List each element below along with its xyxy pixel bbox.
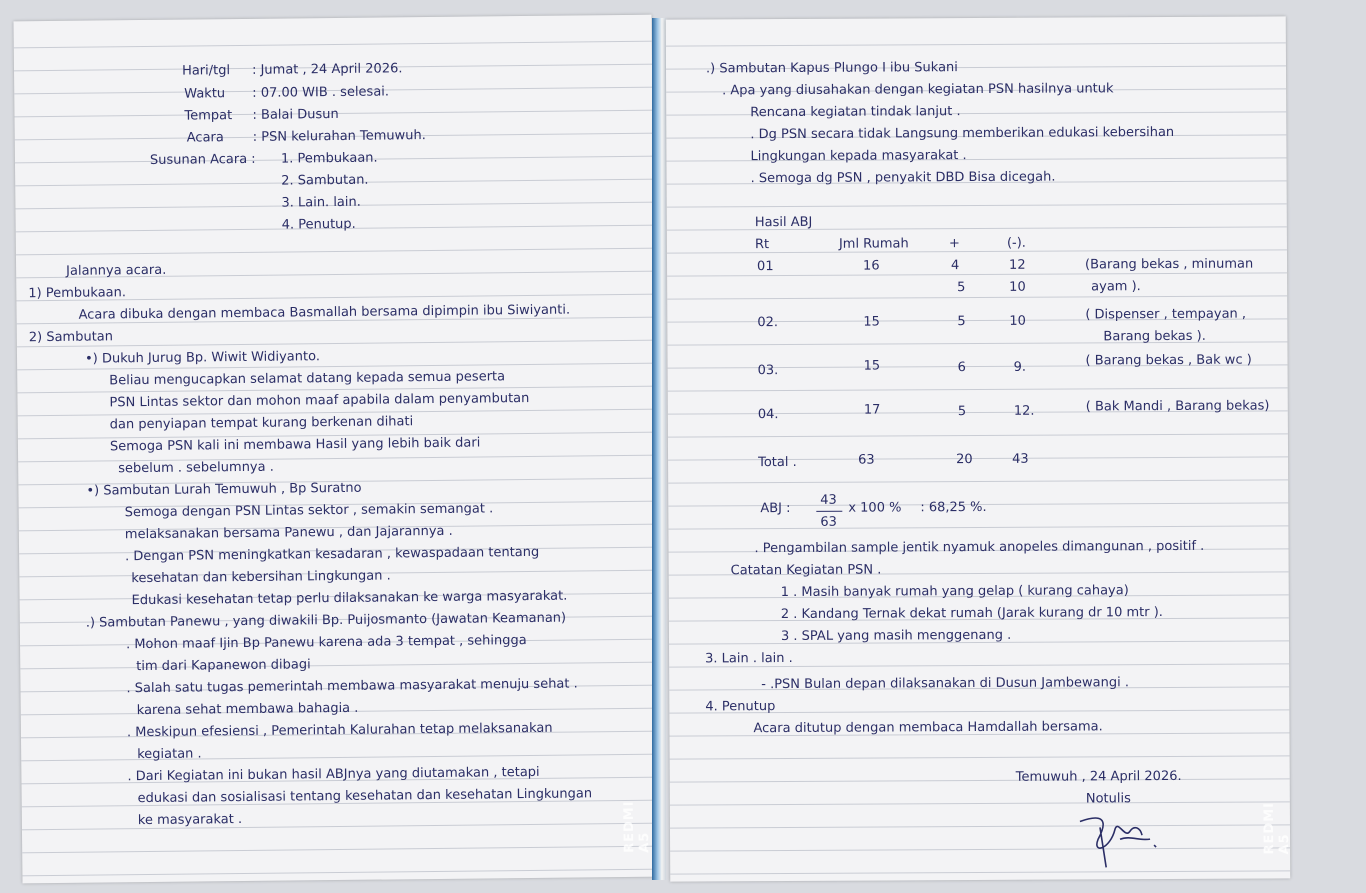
body-line: 3 . SPAL yang masih menggenang . bbox=[780, 627, 1012, 645]
body-line: melaksanakan bersama Panewu , dan Jajarannya . bbox=[124, 523, 453, 543]
body-line: Semoga dengan PSN Lintas sektor , semakin semangat . bbox=[124, 501, 494, 521]
tempat-label: Tempat bbox=[184, 108, 233, 124]
body-line: . Mohon maaf Ijin Bp Panewu karena ada 3 tempat , sehingga bbox=[125, 633, 527, 653]
body-line: Beliau mengucapkan selamat datang kepada semua peserta bbox=[109, 369, 506, 389]
abj-denominator: 63 bbox=[820, 514, 837, 530]
table-header: + bbox=[948, 236, 960, 252]
body-line: - .PSN Bulan depan dilaksanakan di Dusun Jambewangi . bbox=[761, 675, 1129, 693]
body-line: sebelum . sebelumnya . bbox=[118, 459, 274, 477]
body-line: Catatan Kegiatan PSN . bbox=[730, 562, 882, 579]
body-line: •) Sambutan Lurah Temuwuh , Bp Suratno bbox=[86, 480, 362, 499]
body-line: . Pengambilan sample jentik nyamuk anopeles dimangunan , positif . bbox=[754, 538, 1205, 557]
body-line: Semoga PSN kali ini membawa Hasil yang lebih baik dari bbox=[109, 435, 481, 455]
table-cell: 63 bbox=[858, 452, 875, 468]
body-line: edukasi dan sosialisasi tentang kesehatan dan kesehatan Lingkungan bbox=[137, 786, 593, 807]
body-line: Edukasi kesehatan tetap perlu dilaksanakan ke warga masyarakat. bbox=[131, 588, 568, 609]
body-line: PSN Lintas sektor dan mohon maaf apabila dalam penyambutan bbox=[109, 390, 530, 411]
table-cell: 20 bbox=[956, 452, 973, 468]
table-cell: 4 bbox=[951, 258, 960, 274]
body-line: .) Sambutan Kapus Plungo I ibu Sukani bbox=[705, 60, 958, 77]
abj-result: : 68,25 %. bbox=[920, 499, 987, 516]
table-cell: 15 bbox=[863, 358, 881, 374]
body-line: ke masyarakat . bbox=[137, 812, 243, 829]
table-cell: Total . bbox=[758, 454, 797, 471]
table-header: Rt bbox=[754, 237, 770, 253]
body-line: dan penyiapan tempat kurang berkenan dihati bbox=[109, 414, 414, 433]
susunan-item: 2. Sambutan. bbox=[281, 172, 369, 189]
body-line: . Dengan PSN meningkatkan kesadaran , kewaspadaan tentang bbox=[125, 544, 540, 565]
left-notebook-page bbox=[14, 15, 661, 884]
abj-label: ABJ : bbox=[760, 500, 791, 517]
susunan-item: 1. Pembukaan. bbox=[280, 150, 378, 167]
body-line: . Apa yang diusahakan dengan kegiatan PSN hasilnya untuk bbox=[722, 81, 1114, 99]
table-cell: 12. bbox=[1013, 403, 1035, 419]
body-line: Rencana kegiatan tindak lanjut . bbox=[750, 104, 961, 121]
hari-value: : Jumat , 24 April 2026. bbox=[251, 61, 403, 78]
acara-label: Acara bbox=[186, 130, 224, 146]
table-cell: 5 bbox=[957, 314, 966, 330]
table-header: Jml Rumah bbox=[838, 236, 909, 252]
table-title: Hasil ABJ bbox=[754, 214, 813, 231]
table-cell: 02. bbox=[757, 315, 779, 331]
tempat-value: : Balai Dusun bbox=[252, 106, 339, 123]
table-cell: 01 bbox=[757, 259, 774, 275]
body-line: Jalannya acara. bbox=[66, 262, 167, 279]
table-cell: 12 bbox=[1008, 257, 1026, 273]
handwritten-signature bbox=[1070, 809, 1170, 870]
body-line: karena sehat membawa bahagia . bbox=[136, 700, 359, 719]
susunan-label: Susunan Acara : bbox=[149, 151, 256, 168]
closing-role: Notulis bbox=[1085, 791, 1131, 807]
susunan-item: 4. Penutup. bbox=[281, 216, 356, 233]
body-line: . Semoga dg PSN , penyakit DBD Bisa dicegah. bbox=[750, 169, 1056, 187]
body-line: kegiatan . bbox=[137, 746, 202, 763]
abj-times: x 100 % bbox=[848, 500, 902, 516]
susunan-item: 3. Lain. lain. bbox=[281, 194, 361, 211]
waktu-label: Waktu bbox=[184, 86, 226, 102]
body-line: Acara dibuka dengan membaca Basmallah bersama dipimpin ibu Siwiyanti. bbox=[78, 302, 571, 323]
table-cell: 16 bbox=[863, 258, 880, 274]
body-line: . Meskipun efesiensi , Pemerintah Kalurahan tetap melaksanakan bbox=[126, 720, 553, 741]
body-line: 2 . Kandang Ternak dekat rumah (Jarak kurang dr 10 mtr ). bbox=[780, 605, 1163, 623]
table-cell: 10 bbox=[1009, 279, 1026, 295]
body-line: kesehatan dan kebersihan Lingkungan . bbox=[131, 568, 391, 587]
camera-watermark: REDMI A5 bbox=[1261, 801, 1293, 855]
body-line: 1) Pembukaan. bbox=[28, 285, 127, 302]
waktu-value: : 07.00 WIB . selesai. bbox=[252, 84, 390, 101]
body-line: . Salah satu tugas pemerintah membawa masyarakat menuju sehat . bbox=[126, 676, 578, 697]
body-line: 4. Penutup bbox=[705, 699, 776, 715]
table-cell: 10 bbox=[1009, 313, 1026, 329]
body-line: . Dari Kegiatan ini bukan hasil ABJnya yang diutamakan , tetapi bbox=[127, 764, 540, 785]
acara-value: : PSN kelurahan Temuwuh. bbox=[252, 128, 426, 145]
table-cell: ayam ). bbox=[1091, 279, 1141, 295]
body-line: 3. Lain . lain . bbox=[705, 650, 793, 667]
table-cell: Barang bekas ). bbox=[1103, 328, 1206, 345]
body-line: Acara ditutup dengan membaca Hamdallah bersama. bbox=[753, 719, 1103, 737]
table-header: (-). bbox=[1006, 235, 1026, 251]
body-line: 1 . Masih banyak rumah yang gelap ( kurang cahaya) bbox=[780, 583, 1129, 601]
table-cell: 5 bbox=[957, 404, 967, 420]
table-cell: 5 bbox=[957, 280, 966, 296]
table-cell: 15 bbox=[863, 314, 880, 330]
notebook-spine bbox=[652, 18, 666, 880]
hari-label: Hari/tgl bbox=[181, 63, 231, 79]
table-cell: 17 bbox=[863, 402, 881, 418]
body-line: 2) Sambutan bbox=[28, 329, 114, 346]
table-cell: ( Bak Mandi , Barang bekas) bbox=[1085, 398, 1270, 415]
table-cell: 04. bbox=[757, 407, 779, 423]
table-cell: 9. bbox=[1013, 359, 1027, 375]
body-line: Lingkungan kepada masyarakat . bbox=[750, 148, 967, 165]
table-cell: 6 bbox=[957, 360, 966, 376]
table-cell: (Barang bekas , minuman bbox=[1084, 256, 1254, 273]
table-cell: 43 bbox=[1012, 451, 1029, 467]
table-cell: ( Dispenser , tempayan , bbox=[1085, 306, 1247, 323]
body-line: •) Dukuh Jurug Bp. Wiwit Widiyanto. bbox=[84, 349, 321, 367]
body-line: . Dg PSN secara tidak Langsung memberikan edukasi kebersihan bbox=[750, 124, 1175, 143]
body-line: .) Sambutan Panewu , yang diwakili Bp. Puijosmanto (Jawatan Keamanan) bbox=[85, 610, 567, 631]
table-cell: 03. bbox=[757, 363, 779, 379]
right-notebook-page bbox=[666, 16, 1291, 881]
fraction-bar bbox=[816, 511, 842, 512]
table-cell: ( Barang bekas , Bak wc ) bbox=[1085, 352, 1252, 369]
closing-place-date: Temuwuh , 24 April 2026. bbox=[1015, 768, 1182, 785]
body-line: tim dari Kapanewon dibagi bbox=[136, 657, 311, 675]
abj-numerator: 43 bbox=[820, 492, 837, 508]
camera-watermark: REDMI A5 bbox=[621, 800, 653, 854]
